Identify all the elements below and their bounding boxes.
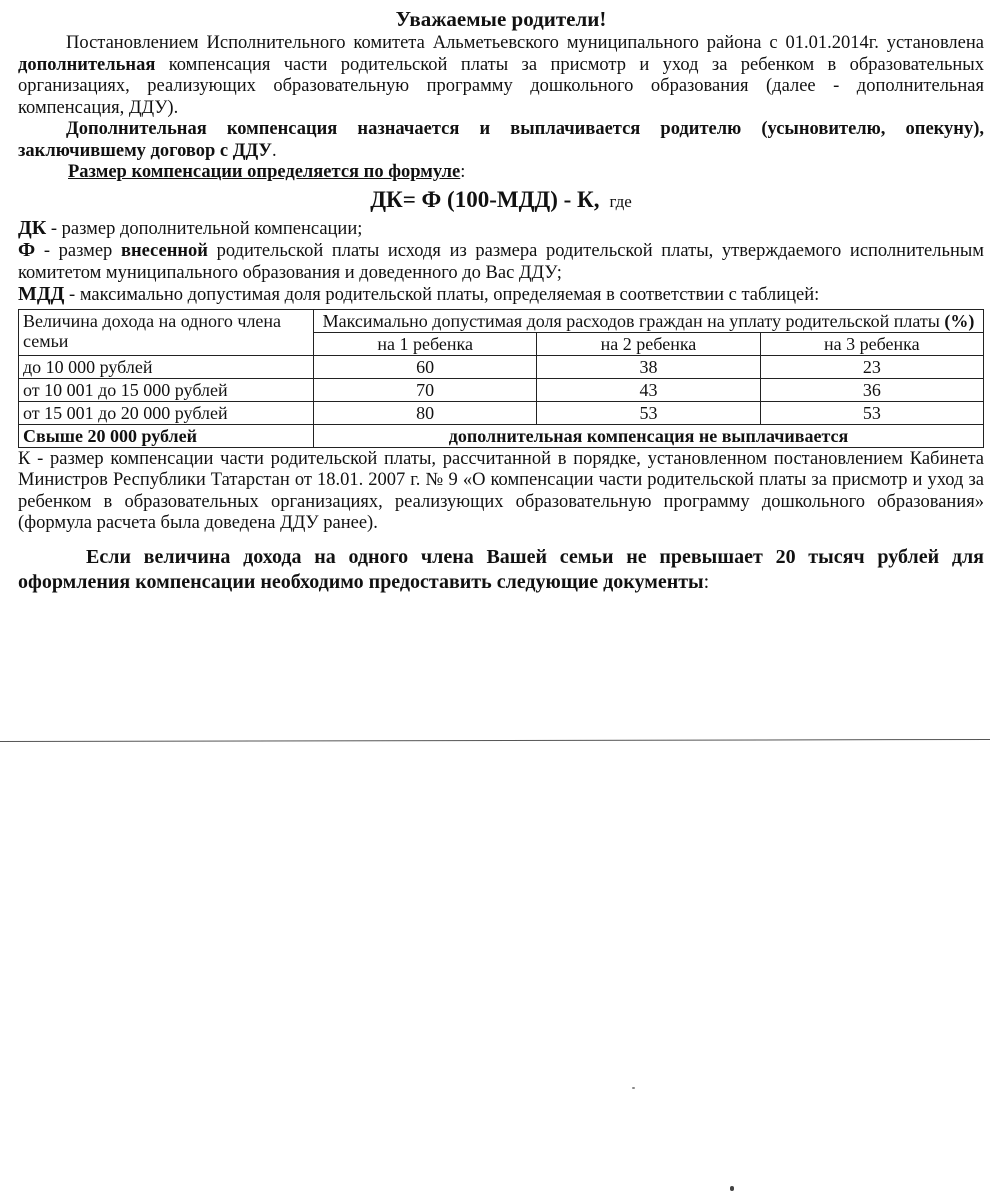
assignment-paragraph bbox=[18, 119, 984, 162]
formula-expression: ДК= Ф (100-МДД) - К, bbox=[370, 186, 600, 212]
definition-mdd bbox=[18, 284, 984, 307]
final-text: Если величина дохода на одного члена Вашей семьи не превышает 20 тысяч рублей для оформления компенсации необходимо предоставить следующие документы bbox=[18, 545, 984, 593]
assignment-period: . bbox=[272, 140, 277, 161]
definition-f-text-b: родительской платы исходя из размера родительской платы, утверждаемого исполнительным комитетом муниципального образования и доведенного до Вас ДДУ; bbox=[18, 241, 984, 283]
table-row bbox=[19, 401, 984, 424]
row-value-child-3: 53 bbox=[760, 401, 983, 424]
definition-f-bold: внесенной bbox=[120, 241, 208, 261]
row-value-child-2: 53 bbox=[537, 401, 760, 424]
formula-heading bbox=[18, 162, 984, 184]
subheader-child-1: на 1 ребенка bbox=[314, 332, 537, 355]
formula bbox=[18, 186, 984, 216]
definition-dk bbox=[18, 218, 984, 241]
row-over-limit-text: дополнительная компенсация не выплачивается bbox=[314, 424, 984, 447]
final-paragraph bbox=[18, 545, 984, 595]
final-colon: : bbox=[703, 570, 710, 593]
term-dk: ДК bbox=[18, 216, 47, 239]
table-row bbox=[19, 355, 984, 378]
intro-text-end: компенсация части родительской платы за присмотр и уход за ребенком в образовательных организациях, реализующих образовательную программу дошкольного образования (далее - дополнительная компенсация, ДДУ). bbox=[18, 54, 984, 118]
row-income-label: от 15 001 до 20 000 рублей bbox=[19, 401, 314, 424]
document-page bbox=[18, 6, 984, 595]
term-f: Ф bbox=[18, 239, 36, 261]
row-value-child-1: 60 bbox=[314, 355, 537, 378]
page-divider bbox=[0, 739, 990, 742]
k-paragraph: К - размер компенсации части родительской платы, рассчитанной в порядке, установленном постановлением Кабинета Министров Республики Татарстан от 18.01. 2007 г. № 9 «О компенсации части родительской платы за присмотр и уход за ребенком в образовательных организациях, реализующих образовательную программу дошкольного образования» (формула расчета была доведена ДДУ ранее). bbox=[18, 448, 984, 533]
header-max-share bbox=[314, 309, 984, 332]
row-value-child-1: 70 bbox=[314, 378, 537, 401]
formula-label-colon: : bbox=[460, 162, 466, 182]
header-max-share-text: Максимально допустимая доля расходов граждан на уплату родительской платы bbox=[322, 310, 945, 331]
page-title: Уважаемые родители! bbox=[395, 7, 607, 31]
row-value-child-1: 80 bbox=[314, 401, 537, 424]
intro-text-start: Постановлением Исполнительного комитета Альметьевского муниципального района с 01.01.2014г. установлена bbox=[66, 33, 984, 53]
assignment-bold-text: Дополнительная компенсация назначается и выплачивается родителю (усыновителю, опекуну), заключившему договор с ДДУ bbox=[18, 119, 984, 161]
definition-mdd-text: - максимально допустимая доля родительской платы, определяемая в соответствии с таблицей: bbox=[64, 285, 820, 305]
scan-speck bbox=[730, 1186, 734, 1191]
formula-label: Размер компенсации определяется по формуле bbox=[68, 162, 461, 182]
header-income: Величина дохода на одного члена семьи bbox=[19, 309, 314, 355]
scan-speck bbox=[632, 1087, 635, 1089]
row-income-label: до 10 000 рублей bbox=[19, 355, 314, 378]
table-row-over-limit bbox=[19, 424, 984, 447]
row-value-child-3: 36 bbox=[760, 378, 983, 401]
row-value-child-2: 43 bbox=[537, 378, 760, 401]
mdd-table bbox=[18, 309, 984, 448]
row-over-limit-label: Свыше 20 000 рублей bbox=[19, 424, 314, 447]
formula-where: где bbox=[609, 191, 632, 211]
definition-dk-text: - размер дополнительной компенсации; bbox=[46, 218, 363, 239]
definition-f bbox=[18, 240, 984, 284]
table-header-row bbox=[19, 309, 984, 332]
intro-paragraph bbox=[18, 33, 984, 119]
table-row bbox=[19, 378, 984, 401]
intro-bold-word: дополнительная bbox=[18, 54, 156, 75]
row-income-label: от 10 001 до 15 000 рублей bbox=[19, 378, 314, 401]
header-percent: (%) bbox=[944, 310, 975, 331]
row-value-child-2: 38 bbox=[537, 355, 760, 378]
row-value-child-3: 23 bbox=[760, 355, 983, 378]
subheader-child-3: на 3 ребенка bbox=[760, 332, 983, 355]
subheader-child-2: на 2 ребенка bbox=[537, 332, 760, 355]
term-mdd: МДД bbox=[18, 283, 65, 305]
definition-f-text-a: - размер bbox=[35, 241, 121, 261]
